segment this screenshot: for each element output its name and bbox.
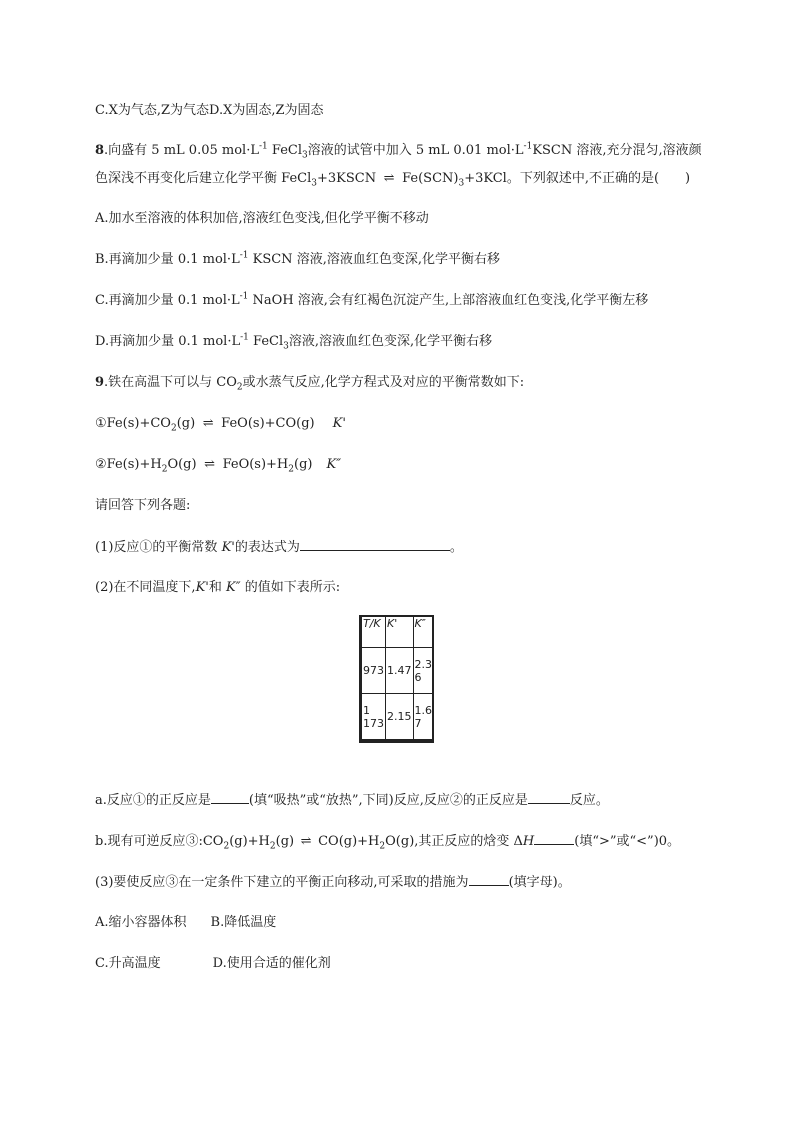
- q9-number: 9: [95, 375, 105, 390]
- equilibrium-arrow-icon: ⇌: [383, 171, 395, 186]
- table-header-cell: T/K: [362, 617, 386, 648]
- q8-option-d: D.再滴加少量 0.1 $mol\cdot L^{-1}$ FeCl$_3$溶液,溶液血红色变深,化学平衡右移: [95, 332, 493, 352]
- q8-stem-line1: 8.向盛有 5 mL 0.05 $mol\cdot L^{-1}$ FeCl$_3$溶液的试管中加入 5 mL 0.01 $mol\cdot L^{-1}KSCN$ 溶液,充分混匀,溶液颜: [95, 141, 702, 161]
- table-cell: 2.3 6: [413, 648, 434, 694]
- q9-part-a: a.反应①的正反应是 (填“吸热”或“放热”,下同)反应,反应②的正反应是 反应。: [95, 793, 609, 808]
- table-cell: 1.47: [386, 648, 414, 694]
- prev-question-options-line: [95, 102, 324, 120]
- q9-choices-row-2: [95, 955, 331, 973]
- q8-number: 8: [95, 143, 105, 158]
- choice-c: C.升高温度: [95, 956, 161, 971]
- q9-part-2: (2)在不同温度下,K'和 K″ 的值如下表所示:: [95, 580, 341, 595]
- table-row: [362, 694, 434, 740]
- answer-blank[interactable]: [534, 832, 574, 845]
- table-cell: 1.6 7: [413, 694, 434, 740]
- q9-equation-1: $①Fe(s)+CO_2(g)$ ⇌ FeO(s)+CO(g) K': [95, 416, 346, 434]
- choice-d: D.使用合适的催化剂: [212, 956, 331, 971]
- q9-part-1: (1)反应①的平衡常数 K'的表达式为 。: [95, 540, 463, 555]
- table-row: [362, 648, 434, 694]
- table-cell: 1 173: [362, 694, 386, 740]
- q9-part-3: (3)要使反应③在一定条件下建立的平衡正向移动,可采取的措施为 (填字母)。: [95, 875, 571, 890]
- q9-equation-2: $②Fe(s)+H_2O(g)$ ⇌ $FeO(s)+H_2(g)$ K″: [95, 457, 342, 475]
- table-header-cell: K″: [413, 617, 434, 648]
- table-header-row: [362, 617, 434, 648]
- answer-blank[interactable]: [300, 538, 450, 551]
- q9-choices-row-1: [95, 914, 276, 932]
- table-cell: 2.15: [386, 694, 414, 740]
- k-values-grid: [361, 616, 434, 740]
- q8-option-c: C.再滴加少量 0.1 $mol\cdot L^{-1}$ NaOH 溶液,会有红褐色沉淀产生,上部溶液血红色变浅,化学平衡左移: [95, 291, 649, 308]
- q8-stem-line2: 色深浅不再变化后建立化学平衡 FeCl$_3$+3KSCN ⇌ $Fe(SCN)_3+3KCl$。下列叙述中,不正确的是( ): [95, 171, 691, 189]
- q9-prompt: 请回答下列各题:: [95, 498, 191, 513]
- prev-question-options-text: C.X为气态,Z为气态D.X为固态,Z为固态: [95, 103, 324, 118]
- k-values-table: [359, 615, 434, 743]
- equilibrium-arrow-icon: ⇌: [300, 834, 312, 849]
- choice-b: B.降低温度: [210, 915, 277, 930]
- equilibrium-arrow-icon: ⇌: [204, 457, 216, 472]
- answer-blank[interactable]: [528, 791, 570, 804]
- q9-part-b: b.现有可逆反应$③:CO_2(g)+H_2(g)$ ⇌ $CO(g)+H_2O(g)$,其正反应的焓变 ΔH (填“>”或“<”)0。: [95, 834, 681, 852]
- choice-a: A.缩小容器体积: [95, 915, 187, 930]
- q8-option-b: B.再滴加少量 0.1 $mol\cdot L^{-1}$ KSCN 溶液,溶液血红色变深,化学平衡右移: [95, 250, 500, 267]
- equilibrium-arrow-icon: ⇌: [202, 416, 214, 431]
- table-cell: 973: [362, 648, 386, 694]
- q8-option-a: A.加水至溶液的体积加倍,溶液红色变浅,但化学平衡不移动: [95, 211, 429, 226]
- answer-blank[interactable]: [469, 873, 509, 886]
- q9-intro: 9.铁在高温下可以与 $CO_2$或水蒸气反应,化学方程式及对应的平衡常数如下:: [95, 375, 525, 393]
- table-header-cell: K': [386, 617, 414, 648]
- answer-blank[interactable]: [211, 791, 249, 804]
